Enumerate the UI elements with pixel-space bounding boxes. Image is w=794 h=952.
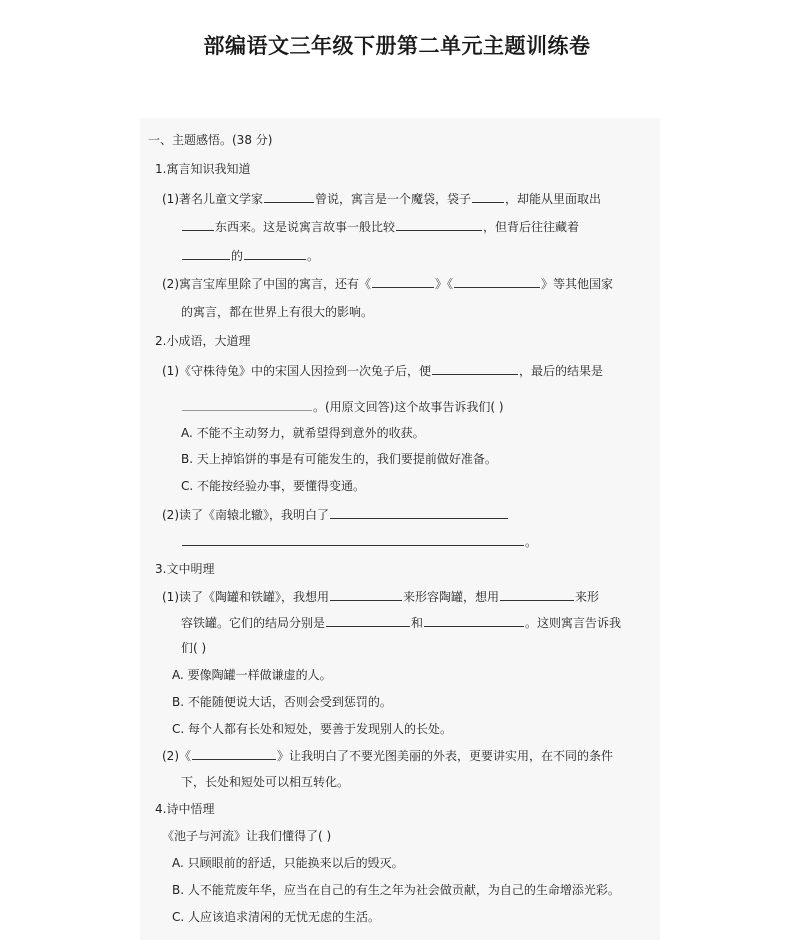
q2-text: (2)读了《南辕北辙》，我明白了	[162, 508, 329, 522]
q3-part1-line1	[162, 588, 599, 605]
answer-blank[interactable]	[330, 506, 508, 519]
q2-text: (1)《守株待兔》中的宋国人因捡到一次兔子后，便	[162, 364, 431, 378]
answer-blank[interactable]	[192, 747, 276, 760]
q1-part1-line3	[181, 247, 319, 264]
answer-blank[interactable]	[330, 588, 402, 601]
q2-text: ，最后的结果是	[519, 364, 604, 378]
q1-text: (1)著名儿童文学家	[162, 192, 263, 206]
q1-text: 》等其他国家	[541, 277, 614, 291]
q3-option-b: B. 不能随便说大话，否则会受到惩罚的。	[172, 695, 392, 709]
page-title: 部编语文三年级下册第二单元主题训练卷	[203, 34, 591, 58]
q2-heading: 2.小成语，大道理	[155, 334, 251, 348]
q2-part2-line2	[181, 533, 537, 550]
q3-text: 来形容陶罐，想用	[403, 590, 500, 604]
answer-blank[interactable]	[182, 218, 214, 231]
q2-text: 。(用原文回答)这个故事告诉我们( )	[313, 400, 504, 414]
answer-blank[interactable]	[432, 362, 518, 375]
q4-question: 《池子与河流》让我们懂得了( )	[162, 829, 332, 843]
q3-text: (1)读了《陶罐和铁罐》，我想用	[162, 590, 329, 604]
q1-text: 曾说，寓言是一个魔袋，袋子	[315, 192, 472, 206]
q1-text: ，却能从里面取出	[505, 192, 602, 206]
q3-text: 和	[411, 616, 424, 630]
q3-text: 容铁罐。它们的结局分别是	[181, 616, 326, 630]
q4-option-b: B. 人不能荒废年华，应当在自己的有生之年为社会做贡献，为自己的生命增添光彩。	[172, 883, 620, 897]
q1-text: 》《	[435, 277, 454, 291]
q3-option-c: C. 每个人都有长处和短处，要善于发现别人的长处。	[172, 722, 453, 736]
answer-blank[interactable]	[454, 275, 540, 288]
answer-blank[interactable]	[182, 247, 230, 260]
q4-heading: 4.诗中悟理	[155, 802, 215, 816]
q3-part1-line3: 们( )	[181, 641, 207, 655]
answer-blank[interactable]	[326, 614, 410, 627]
q2-text: 。	[525, 535, 538, 549]
answer-blank[interactable]	[264, 190, 314, 203]
q1-text: 的	[231, 249, 244, 263]
q2-option-c: C. 不能按经验办事，要懂得变通。	[181, 479, 366, 493]
answer-blank[interactable]	[182, 398, 312, 411]
q4-option-c: C. 人应该追求清闲的无忧无虑的生活。	[172, 910, 381, 924]
answer-blank[interactable]	[244, 247, 306, 260]
answer-blank[interactable]	[424, 614, 524, 627]
answer-blank[interactable]	[396, 218, 482, 231]
q1-part2-line2: 的寓言，都在世界上有很大的影响。	[181, 305, 374, 319]
q1-text: (2)寓言宝库里除了中国的寓言，还有《	[162, 277, 371, 291]
q3-part2-line2: 下，长处和短处可以相互转化。	[181, 775, 350, 789]
q3-text: 来形	[575, 590, 600, 604]
q1-text: 东西来。这是说寓言故事一般比较	[215, 220, 396, 234]
q3-text: 》让我明白了不要光图美丽的外表，更要讲实用，在不同的条件	[277, 749, 614, 763]
q3-text: 。这则寓言告诉我	[525, 616, 622, 630]
q4-option-a: A. 只顾眼前的舒适，只能换来以后的毁灭。	[172, 856, 404, 870]
scanned-region	[140, 118, 660, 940]
q3-option-a: A. 要像陶罐一样做谦虚的人。	[172, 668, 332, 682]
q1-part1-line1	[162, 190, 601, 207]
q3-part2-line1	[162, 747, 613, 764]
answer-blank[interactable]	[372, 275, 434, 288]
q1-text: ，但背后往往藏着	[483, 220, 580, 234]
q2-part2-line1	[162, 506, 509, 523]
q2-option-a: A. 不能不主动努力，就希望得到意外的收获。	[181, 426, 425, 440]
q2-part1-line2	[181, 398, 504, 415]
q3-heading: 3.文中明理	[155, 562, 215, 576]
q1-text: 。	[307, 249, 320, 263]
q1-part2-line1	[162, 275, 613, 292]
q1-part1-line2	[181, 218, 579, 235]
q3-part1-line2	[181, 614, 621, 631]
section-heading: 一、主题感悟。(38 分)	[148, 133, 273, 147]
q3-text: (2)《	[162, 749, 191, 763]
q2-option-b: B. 天上掉馅饼的事是有可能发生的，我们要提前做好准备。	[181, 452, 497, 466]
answer-blank[interactable]	[500, 588, 574, 601]
q1-heading: 1.寓言知识我知道	[155, 162, 251, 176]
q2-part1-line1	[162, 362, 603, 379]
answer-blank[interactable]	[182, 533, 524, 546]
answer-blank[interactable]	[472, 190, 504, 203]
